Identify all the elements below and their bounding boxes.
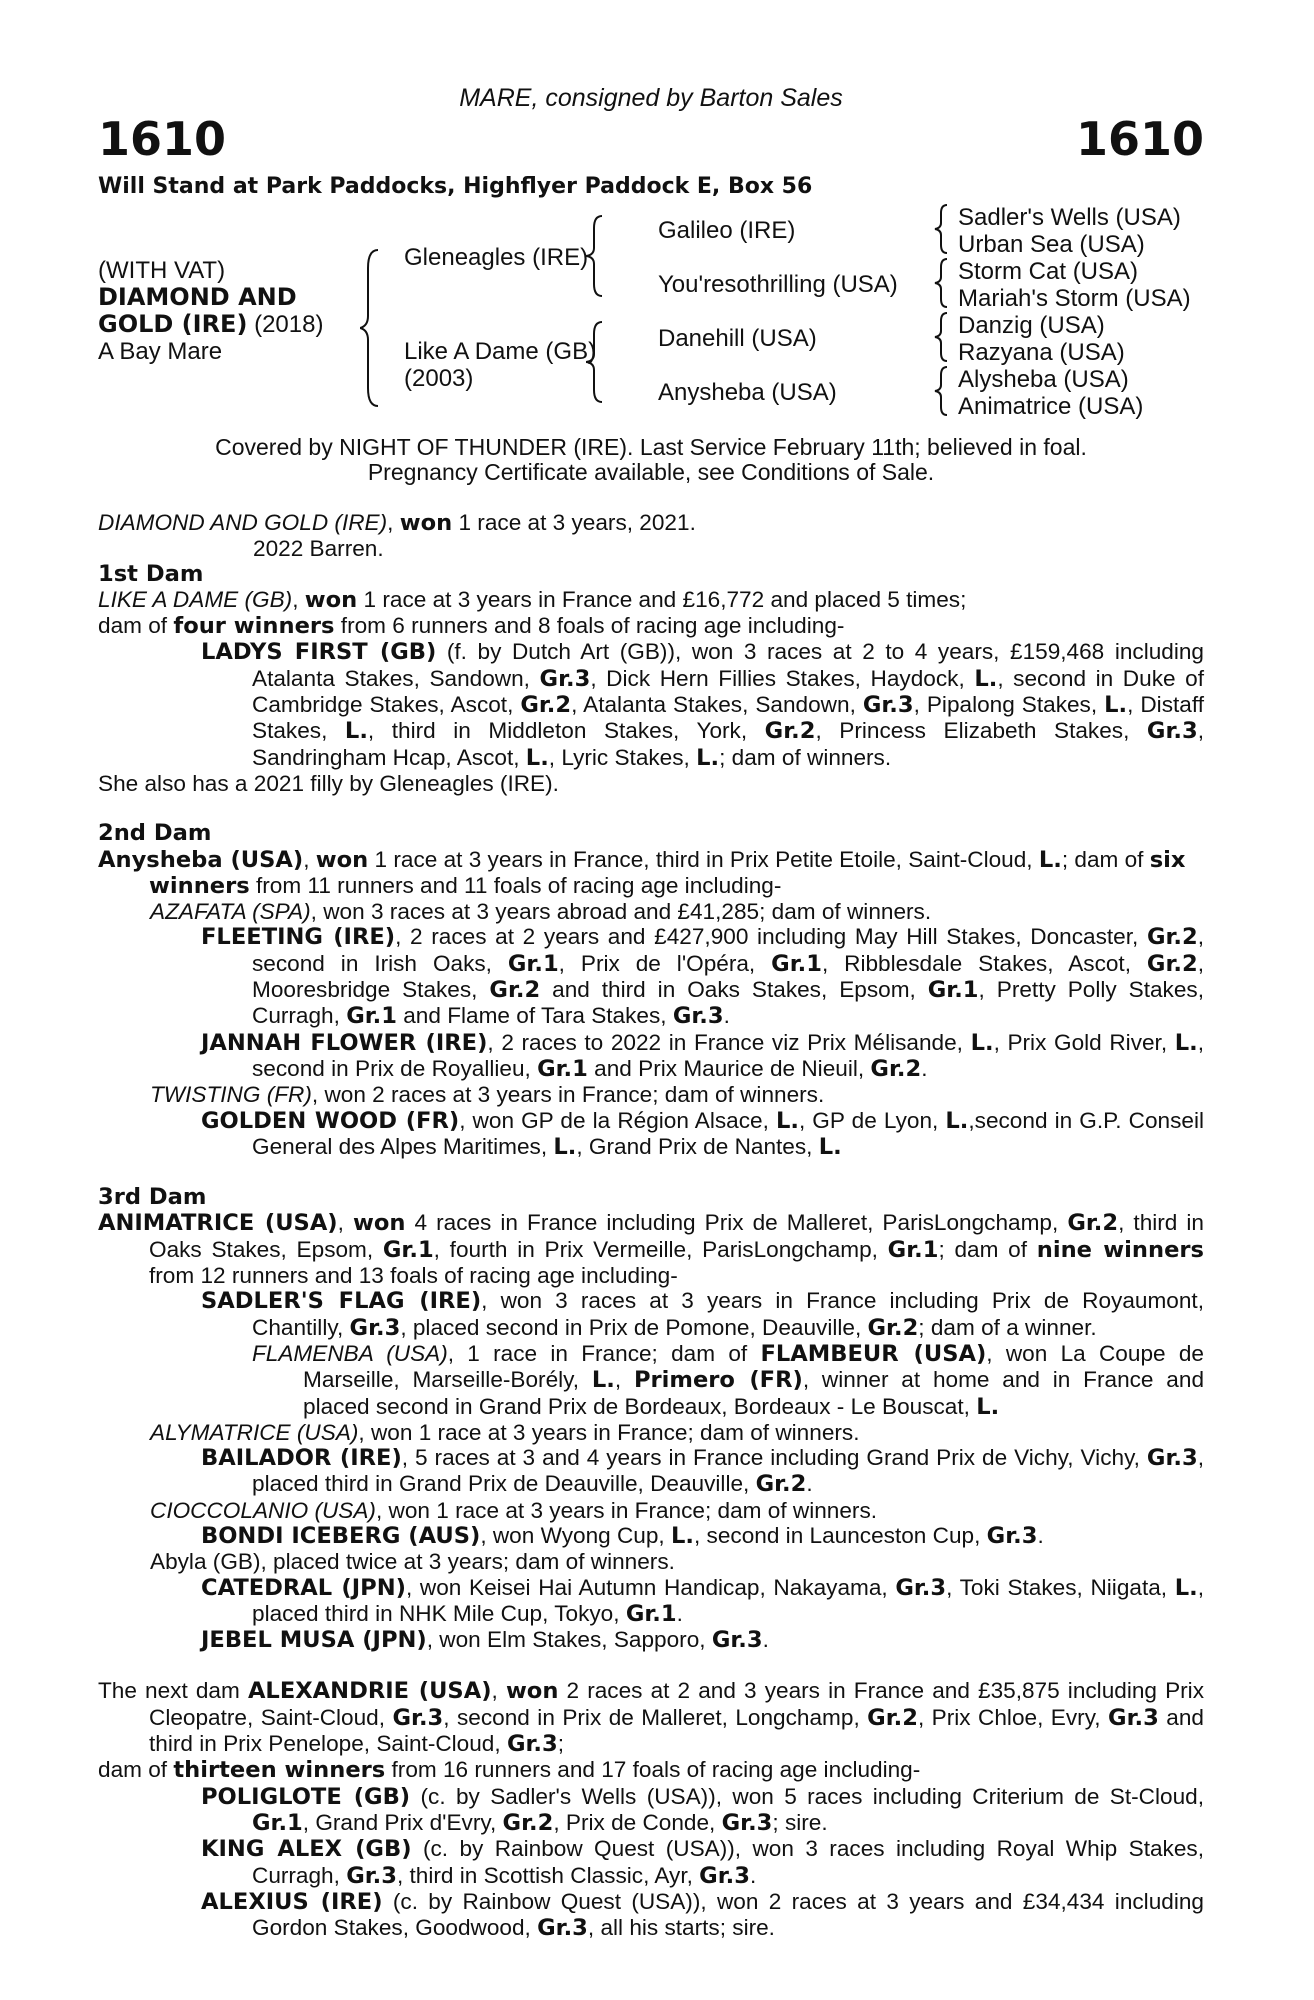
lot-number-left: 1610 [98, 112, 227, 166]
dam3-foal-alymatrice: ALYMATRICE (USA), won 1 race at 3 years in France; dam of winners. [150, 1419, 860, 1445]
bracket-4 [934, 203, 952, 255]
bracket-6 [934, 311, 952, 363]
intro-line: DIAMOND AND GOLD (IRE), won 1 race at 3 years, 2021. [98, 510, 696, 536]
lot-number-right: 1610 [1075, 112, 1204, 166]
next-dam-record: The next dam ALEXANDRIE (USA), won 2 races at 2 and 3 years in France and £35,875 including Prix Cleopatre, Saint-Cloud, Gr.3, second in Prix de Malleret, Longchamp, Gr.2, Prix Chloe, Evry, Gr.3 and third in Prix Penelope, Saint-Cloud, Gr.3; [98, 1678, 1205, 1758]
horse-name-line1: DIAMOND AND [98, 283, 297, 311]
dam2-foal-jannah-flower: JANNAH FLOWER (IRE), 2 races to 2022 in France viz Prix Mélisande, L., Prix Gold River, L., second in Prix de Royallieu, Gr.1 and Prix Maurice de Nieuil, Gr.2. [201, 1029, 1204, 1082]
dam3-foal-catedral: CATEDRAL (JPN), won Keisei Hai Autumn Handicap, Nakayama, Gr.3, Toki Stakes, Niigata, L., placed third in NHK Mile Cup, Tokyo, Gr.1. [201, 1574, 1204, 1627]
grandparent-5: Danzig (USA) [958, 312, 1105, 339]
next-dam-foal-alexius: ALEXIUS (IRE) (c. by Rainbow Quest (USA)), won 2 races at 3 years and £34,434 including Gordon Stakes, Goodwood, Gr.3, all his starts; sire. [201, 1888, 1204, 1942]
sire-sire: Galileo (IRE) [658, 217, 796, 244]
sire: Gleneagles (IRE) [404, 244, 589, 271]
bracket-7 [934, 365, 952, 417]
grandparent-8: Animatrice (USA) [958, 393, 1144, 420]
bracket-5 [934, 257, 952, 309]
grandparent-3: Storm Cat (USA) [958, 258, 1139, 285]
dam2-foal-fleeting: FLEETING (IRE), 2 races at 2 years and £427,900 including May Hill Stakes, Doncaster, Gr.2, second in Irish Oaks, Gr.1, Prix de l'Opéra, Gr.1, Ribblesdale Stakes, Ascot, Gr.2, Mooresbridge Stakes, Gr.2 and third in Oaks Stakes, Epsom, Gr.1, Pretty Polly Stakes, Curragh, Gr.1 and Flame of Tara Stakes, Gr.3. [201, 924, 1204, 1030]
dam1-foal-ladys-first: LADYS FIRST (GB) (f. by Dutch Art (GB)), won 3 races at 2 to 4 years, £159,468 including Atalanta Stakes, Sandown, Gr.3, Dick Hern Fillies Stakes, Haydock, L., second in Duke of Cambridge Stakes, Ascot, Gr.2, Atalanta Stakes, Sandown, Gr.3, Pipalong Stakes, L., Distaff Stakes, L., third in Middleton Stakes, York, Gr.2, Princess Elizabeth Stakes, Gr.3, Sandringham Hcap, Ascot, L., Lyric Stakes, L.; dam of winners. [201, 639, 1204, 771]
dam1-heading: 1st Dam [98, 560, 204, 587]
dam3-foal-sadlers-flag: SADLER'S FLAG (IRE), won 3 races at 3 years in France including Prix de Royaumont, Chantilly, Gr.3, placed second in Prix de Pomone, Deauville, Gr.2; dam of a winner. [201, 1288, 1204, 1341]
horse-description: A Bay Mare [98, 338, 223, 365]
bracket-3 [586, 320, 608, 404]
dam1-note: She also has a 2021 filly by Gleneagles (IRE). [98, 770, 559, 796]
grandparent-1: Sadler's Wells (USA) [958, 204, 1181, 231]
dam2-heading: 2nd Dam [98, 820, 212, 847]
dam-line1: Like A Dame (GB) [404, 338, 597, 365]
dam3-foal-flamenba: FLAMENBA (USA), 1 race in France; dam of FLAMBEUR (USA), won La Coupe de Marseille, Marseille-Borély, L., Primero (FR), winner at home and in France and placed second in Grand Prix de Bordeaux, Bordeaux - Le Bouscat, L. [252, 1340, 1205, 1420]
dam3-foal-bondi-iceberg: BONDI ICEBERG (AUS), won Wyong Cup, L., second in Launceston Cup, Gr.3. [201, 1522, 1044, 1549]
dam-line2: (2003) [404, 365, 474, 392]
dam-sire: Danehill (USA) [658, 325, 817, 352]
grandparent-4: Mariah's Storm (USA) [958, 285, 1191, 312]
horse-name-line2: GOLD (IRE) (2018) [98, 310, 324, 338]
pregnancy-line: Pregnancy Certificate available, see Conditions of Sale. [367, 459, 935, 485]
dam3-foal-cioccolanio: CIOCCOLANIO (USA), won 1 race at 3 years in France; dam of winners. [150, 1497, 878, 1523]
grandparent-6: Razyana (USA) [958, 339, 1125, 366]
dam2-foal-twisting: TWISTING (FR), won 2 races at 3 years in France; dam of winners. [150, 1082, 825, 1108]
bracket-2 [586, 214, 608, 298]
covered-line: Covered by NIGHT OF THUNDER (IRE). Last Service February 11th; believed in foal. [215, 434, 1087, 460]
sire-dam: You'resothrilling (USA) [658, 271, 898, 298]
next-dam-foal-poliglote: POLIGLOTE (GB) (c. by Sadler's Wells (USA)), won 5 races including Criterium de St-Cloud, Gr.1, Grand Prix d'Evry, Gr.2, Prix de Conde, Gr.3; sire. [201, 1783, 1204, 1836]
consignor-line: MARE, consigned by Barton Sales [459, 84, 843, 112]
intro-barren: 2022 Barren. [253, 536, 384, 562]
dam3-heading: 3rd Dam [98, 1184, 207, 1211]
grandparent-7: Alysheba (USA) [958, 366, 1129, 393]
vat-note: (WITH VAT) [98, 257, 226, 284]
dam3-record: ANIMATRICE (USA), won 4 races in France including Prix de Malleret, ParisLongchamp, Gr.2, third in Oaks Stakes, Epsom, Gr.1, fourth in Prix Vermeille, ParisLongchamp, Gr.1; dam of nine winners from 12 runners and 13 foals of racing age including- [98, 1210, 1204, 1289]
dam2-foal-azafata: AZAFATA (SPA), won 3 races at 3 years abroad and £41,285; dam of winners. [150, 899, 932, 925]
dam1-produce: dam of four winners from 6 runners and 8 foals of racing age including- [98, 613, 845, 640]
dam2-foal-golden-wood: GOLDEN WOOD (FR), won GP de la Région Alsace, L., GP de Lyon, L.,second in G.P. Conseil General des Alpes Maritimes, L., Grand Prix de Nantes, L. [201, 1107, 1205, 1160]
dam-dam: Anysheba (USA) [658, 379, 837, 406]
stabling-location: Will Stand at Park Paddocks, Highflyer Paddock E, Box 56 [98, 174, 813, 199]
bracket-1 [360, 248, 384, 408]
grandparent-2: Urban Sea (USA) [958, 231, 1145, 258]
dam3-foal-jebel-musa: JEBEL MUSA (JPN), won Elm Stakes, Sapporo, Gr.3. [201, 1627, 769, 1654]
produce-record [98, 510, 1204, 1941]
dam3-foal-abyla: Abyla (GB), placed twice at 3 years; dam of winners. [150, 1549, 675, 1575]
dam3-foal-bailador: BAILADOR (IRE), 5 races at 3 and 4 years in France including Grand Prix de Vichy, Vichy, Gr.3, placed third in Grand Prix de Deauville, Deauville, Gr.2. [201, 1445, 1204, 1498]
next-dam-produce: dam of thirteen winners from 16 runners and 17 foals of racing age including- [98, 1757, 921, 1784]
dam2-record: Anysheba (USA), won 1 race at 3 years in France, third in Prix Petite Etoile, Saint-Cloud, L.; dam of six winners from 11 runners and 11 foals of racing age including- [98, 846, 1186, 899]
next-dam-foal-king-alex: KING ALEX (GB) (c. by Rainbow Quest (USA)), won 3 races including Royal Whip Stakes, Curragh, Gr.3, third in Scottish Classic, Ayr, Gr.3. [201, 1836, 1204, 1889]
dam1-record: LIKE A DAME (GB), won 1 race at 3 years in France and £16,772 and placed 5 times; [98, 586, 967, 613]
